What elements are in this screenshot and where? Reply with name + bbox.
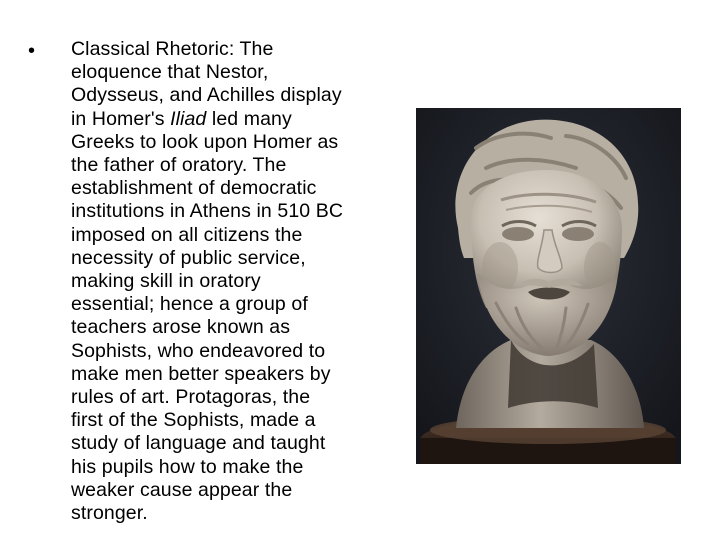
bullet-text-line: the father of oratory. The [71, 154, 287, 177]
bullet-marker: • [28, 40, 36, 62]
marble-bust-icon [416, 108, 681, 464]
bullet-text-line: first of the Sophists, made a [71, 409, 316, 432]
bust-photo [416, 108, 681, 464]
bullet-text-line: imposed on all citizens the [71, 223, 303, 246]
bust-right-eye [562, 227, 594, 241]
bullet-text-line: institutions in Athens in 510 BC [71, 200, 344, 223]
bullet-text-line: eloquence that Nestor, [71, 61, 269, 84]
bullet-text [71, 38, 411, 525]
bullet-text-line [71, 108, 411, 131]
bullet-text-line: study of language and taught [71, 432, 326, 455]
bullet-text-line: weaker cause appear the [71, 478, 293, 501]
bullet-text-segment: led many [206, 107, 292, 130]
bullet-text-line: making skill in oratory [71, 270, 261, 293]
bullet-text-line: Sophists, who endeavored to [71, 339, 326, 362]
bullet-text-line: teachers arose known as [71, 316, 291, 339]
bullet-text-line: his pupils how to make the [71, 455, 304, 478]
bullet-text-line: rules of art. Protagoras, the [71, 386, 311, 409]
bullet-text-line: Odysseus, and Achilles display [71, 84, 342, 107]
bust-left-eye [502, 227, 534, 241]
bullet-text-line: essential; hence a group of [71, 293, 308, 316]
book-title-iliad: Iliad [170, 107, 207, 130]
bullet-text-line: stronger. [71, 502, 148, 525]
bullet-text-line: establishment of democratic [71, 177, 317, 200]
bullet-text-line: necessity of public service, [71, 246, 306, 269]
bullet-text-line: Greeks to look upon Homer as [71, 130, 339, 153]
bullet-text-line: make men better speakers by [71, 362, 331, 385]
bullet-text-segment: in Homer's [71, 107, 171, 130]
bullet-text-line: Classical Rhetoric: The [71, 38, 274, 60]
